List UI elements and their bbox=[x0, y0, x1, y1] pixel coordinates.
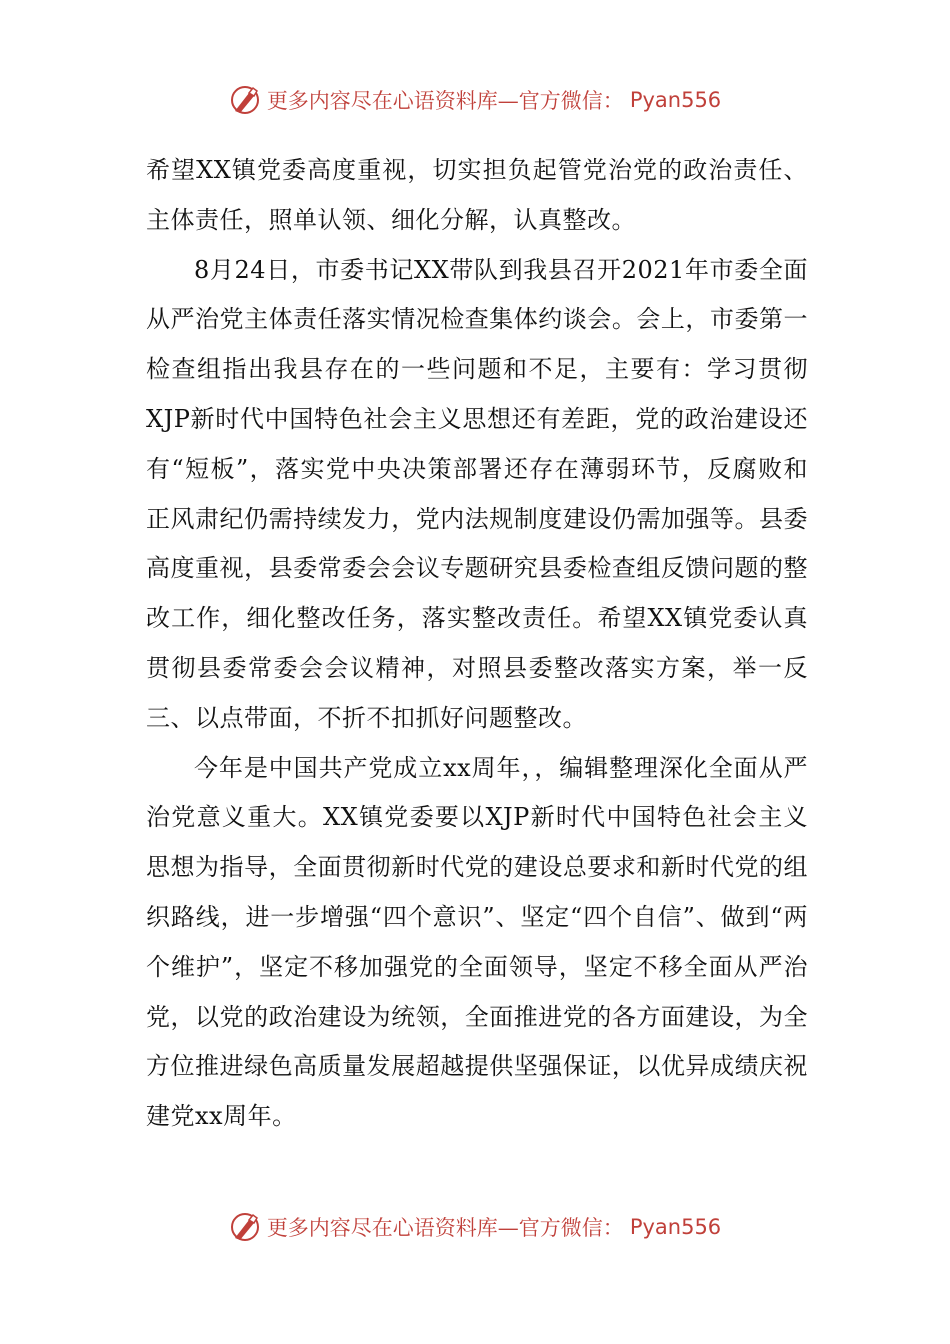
document-body bbox=[146, 146, 808, 1142]
watermark-text: 更多内容尽在心语资料库—官方微信： bbox=[266, 89, 624, 113]
paragraph-3: 今年是中国共产党成立xx周年，，编辑整理深化全面从严治党意义重大。XX镇党委要以XJP新时代中国特色社会主义思想为指导，全面贯彻新时代党的建设总要求和新时代党的组织路线，进一步增强“四个意识”、坚定“四个自信”、做到“两个维护”，坚定不移加强党的全面领导，坚定不移全面从严治党，以党的政治建设为统领，全面推进党的各方面建设，为全方位推进绿色高质量发展超越提供坚强保证，以优异成绩庆祝建党xx周年。 bbox=[146, 753, 808, 1131]
header-watermark bbox=[0, 84, 950, 116]
watermark-text: 更多内容尽在心语资料库—官方微信： bbox=[266, 1216, 624, 1240]
paragraph-2: 8月24日，市委书记XX带队到我县召开2021年市委全面从严治党主体责任落实情况检查集体约谈会。会上，市委第一检查组指出我县存在的一些问题和不足，主要有：学习贯彻XJP新时代中国特色社会主义思想还有差距，党的政治建设还有“短板”，落实党中央决策部署还存在薄弱环节，反腐败和正风肃纪仍需持续发力，党内法规制度建设仍需加强等。县委高度重视，县委常委会会议专题研究县委检查组反馈问题的整改工作，细化整改任务，落实整改责任。希望XX镇党委认真贯彻县委常委会会议精神，对照县委整改落实方案，举一反三、以点带面，不折不扣抓好问题整改。 bbox=[146, 255, 808, 732]
watermark-wechat-id: Pyan556 bbox=[629, 1215, 722, 1239]
footer-watermark bbox=[0, 1211, 950, 1243]
paragraph-1: 希望XX镇党委高度重视，切实担负起管党治党的政治责任、主体责任，照单认领、细化分解，认真整改。 bbox=[146, 156, 808, 234]
pen-nib-logo-icon bbox=[229, 84, 261, 116]
pen-nib-logo-icon bbox=[229, 1211, 261, 1243]
watermark-wechat-id: Pyan556 bbox=[629, 88, 722, 112]
